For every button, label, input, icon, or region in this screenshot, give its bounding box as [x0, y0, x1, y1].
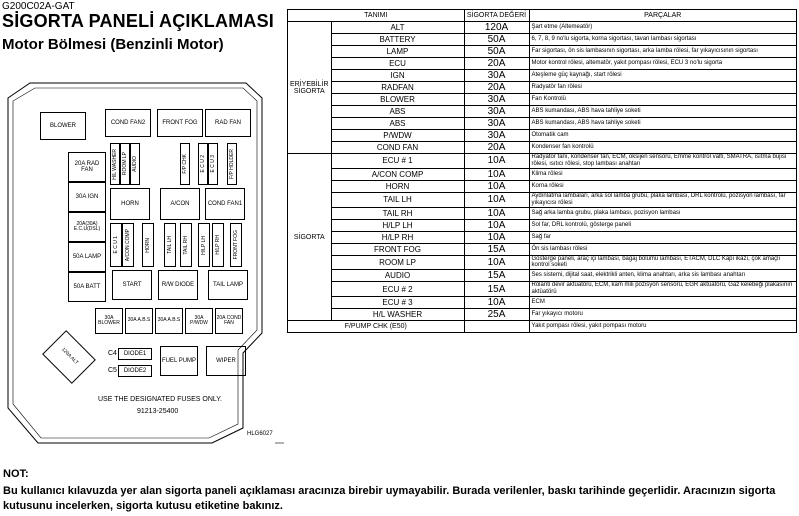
row-name: ALT [331, 22, 464, 34]
row-amp: 20A [464, 58, 529, 70]
table-row [288, 58, 797, 70]
row-name: H/LP LH [331, 219, 464, 231]
row-amp: 10A [464, 219, 529, 231]
fuse-50a-lamp: 50A LAMP [68, 242, 106, 272]
fuse-20a-cond-fan: 20A COND FAN [215, 308, 243, 334]
table-row [288, 46, 797, 58]
row-name: TAIL RH [331, 207, 464, 219]
row-name: ABS [331, 106, 464, 118]
row-name: COND FAN [331, 142, 464, 154]
table-row [288, 180, 797, 192]
mini-fuse-tail-rh: TAIL RH [180, 223, 192, 267]
part-number: 91213-25400 [137, 408, 179, 415]
relay-acon: A/CON [160, 188, 200, 220]
header-parts: PARÇALAR [529, 10, 796, 22]
row-amp: 10A [464, 168, 529, 180]
note-label: NOT: [3, 468, 29, 480]
row-name: LAMP [331, 46, 464, 58]
table-row [288, 231, 797, 243]
mini-fuse-front-fog: FRONT FOG [230, 223, 242, 267]
fuse-30a-ign: 30A IGN [68, 182, 106, 212]
row-desc: Far sigortası, ön sis lambasının sigortası, arka lamba rölesi, far yıkayıcısının sigortası [529, 46, 796, 58]
row-name: ECU [331, 58, 464, 70]
row-desc: ECM [529, 297, 796, 309]
relay-wiper: WIPER [206, 346, 246, 376]
table-row [288, 309, 797, 321]
relay-horn: HORN [110, 188, 150, 220]
mini-fuse-tail-lh: TAIL LH [164, 223, 176, 267]
row-name: ROOM LP [331, 255, 464, 270]
row-amp: 15A [464, 270, 529, 282]
row-amp: 15A [464, 243, 529, 255]
diagram-ref-code: HLG6027 [247, 431, 273, 437]
page-subtitle: Motor Bölmesi (Benzinli Motor) [2, 36, 224, 53]
row-amp [464, 321, 529, 333]
row-name: ABS [331, 118, 464, 130]
row-amp: 120A [464, 22, 529, 34]
row-desc: Yakıt pompası rölesi, yakıt pompası motoru [529, 321, 796, 333]
row-amp: 30A [464, 106, 529, 118]
fuse-30a-pwdw: 30A P/WDW [185, 308, 213, 334]
row-amp: 30A [464, 118, 529, 130]
table-row [288, 192, 797, 207]
row-amp: 25A [464, 309, 529, 321]
table-row [288, 207, 797, 219]
row-amp: 10A [464, 231, 529, 243]
row-name: HORN [331, 180, 464, 192]
row-desc: Ön sis lambası rölesi [529, 243, 796, 255]
fuse-30a-blower: 30A BLOWER [95, 308, 123, 334]
table-row [288, 270, 797, 282]
table-row [288, 168, 797, 180]
group-fusible-link: ERİYEBİLİR SİGORTA [288, 22, 332, 154]
c5-label: C5 [108, 367, 117, 374]
row-amp: 30A [464, 70, 529, 82]
row-desc: Kondenser fan kontrolü [529, 142, 796, 154]
row-name: BLOWER [331, 94, 464, 106]
row-name: RADFAN [331, 82, 464, 94]
row-desc: Far yıkayıcı motoru [529, 309, 796, 321]
row-name: H/L WASHER [331, 309, 464, 321]
mini-fuse-ecu3: E C U 3 [208, 143, 218, 185]
fusible-link-rows [288, 22, 797, 154]
group-fuse: SİGORTA [288, 154, 332, 321]
row-amp: 10A [464, 180, 529, 192]
row-desc: Sol far, DRL kontrolü, gösterge paneli [529, 219, 796, 231]
row-desc: Rölanti devir aktüatörü, ECM, kam mili pozisyon sensörü, EGR aktüatörü, Gaz kelebeği plakasının aktüatörü [529, 282, 796, 297]
row-name: P/WDW [331, 130, 464, 142]
table-header-row [288, 10, 797, 22]
row-amp: 30A [464, 94, 529, 106]
mini-fuse-ecu1: E C U 1 [110, 223, 122, 267]
mini-fuse-fp-holder: F/P HOLDER [227, 143, 237, 185]
row-name: H/LP RH [331, 231, 464, 243]
row-desc: Şart etme (Altemeatör) [529, 22, 796, 34]
row-amp: 20A [464, 142, 529, 154]
relay-rw-diode: R/W DIODE [158, 270, 198, 300]
row-desc: Ateşleme güç kaynağı, start rölesi [529, 70, 796, 82]
row-desc: ABS kumandası, ABS hava tahliye soketi [529, 118, 796, 130]
table-row [288, 297, 797, 309]
mini-fuse-hlp-rh: H/LP RH [212, 223, 224, 267]
row-desc: Korna rölesi [529, 180, 796, 192]
table-row [288, 22, 797, 34]
mini-fuse-room-lp: ROOM LP [120, 143, 130, 185]
table-row [288, 255, 797, 270]
note-text: Bu kullanıcı kılavuzda yer alan sigorta paneli açıklaması aracınıza birebir uymayabilir. Burada verilenler, baskı tarihinde geçerlidir. Aracınızın sigorta kutusunu incelerken, sigorta kutusu etiketine bakınız. [3, 485, 776, 512]
fuse-50a-batt: 50A BATT [68, 272, 106, 302]
row-desc: Otomatik cam [529, 130, 796, 142]
row-desc: Radyatör fan rölesi [529, 82, 796, 94]
table-row [288, 243, 797, 255]
row-name: BATTERY [331, 34, 464, 46]
row-name: FRONT FOG [331, 243, 464, 255]
row-desc: Sağ arka lamba grubu, plaka lambası, pozisyon lambası [529, 207, 796, 219]
diode2: DIODE2 [118, 365, 152, 377]
row-amp: 50A [464, 46, 529, 58]
fuse-box-diagram [0, 58, 287, 463]
table-row [288, 118, 797, 130]
row-amp: 30A [464, 130, 529, 142]
fuse-table [287, 9, 797, 333]
relay-front-fog: FRONT FOG [157, 109, 203, 137]
row-name: ECU # 2 [331, 282, 464, 297]
header-value: SİGORTA DEĞERİ [464, 10, 529, 22]
row-desc: Radyatör fanı, kondenser fan, ECM, oksijen sensörü, Emme kontrol valfi, SMATRA, ısıtma bujisi rölesi, ısıtıcı rölesi, stop lambası anahtarı [529, 154, 796, 169]
row-amp: 50A [464, 34, 529, 46]
fuse-rows [288, 154, 797, 321]
row-desc: Klima rölesi [529, 168, 796, 180]
mini-fuse-acon-comp: A/CON COMP [122, 223, 134, 267]
mini-fuse-audio: AUDIO [130, 143, 140, 185]
table-row [288, 34, 797, 46]
row-desc: Fan Kontrolü [529, 94, 796, 106]
document-code: G200C02A-GAT [2, 1, 75, 12]
table-row [288, 82, 797, 94]
row-name: IGN [331, 70, 464, 82]
relay-rad-fan: RAD FAN [205, 109, 251, 137]
table-row [288, 70, 797, 82]
row-amp: 10A [464, 297, 529, 309]
row-name: A/CON COMP [331, 168, 464, 180]
fuse-30a-abs-1: 30A A.B.S [125, 308, 153, 334]
mini-fuse-ecu2: E C U 2 [198, 143, 208, 185]
mini-fuse-hl-washer: H/L WASHER [110, 143, 120, 185]
table-row [288, 321, 797, 333]
mini-fuse-hlp-lh: H/LP LH [198, 223, 210, 267]
fuse-30a-abs-2: 30A A.B.S [155, 308, 183, 334]
relay-blower: BLOWER [40, 112, 86, 140]
fuse-120a-alt: 120A ALT [42, 330, 96, 384]
table-row [288, 106, 797, 118]
row-amp: 10A [464, 255, 529, 270]
relay-cond-fan2: COND FAN2 [105, 109, 151, 137]
row-name: ECU # 3 [331, 297, 464, 309]
designated-fuses-text: USE THE DESIGNATED FUSES ONLY. [98, 396, 222, 403]
row-desc: Motor kontrol rölesi, altematör, yakıt pompası rölesi, ECU 3 no'lu sigorta [529, 58, 796, 70]
relay-fuel-pump: FUEL PUMP [160, 346, 198, 376]
row-amp: 10A [464, 154, 529, 169]
row-amp: 20A [464, 82, 529, 94]
row-desc: ABS kumandası, ABS hava tahliye soketi [529, 106, 796, 118]
table-row [288, 142, 797, 154]
relay-tail-lamp: TAIL LAMP [208, 270, 248, 300]
row-name: ECU # 1 [331, 154, 464, 169]
table-row [288, 130, 797, 142]
row-name: F/PUMP CHK (E50) [288, 321, 465, 333]
row-name: AUDIO [331, 270, 464, 282]
page-title: SİGORTA PANELİ AÇIKLAMASI [2, 11, 274, 31]
relay-cond-fan1: COND FAN1 [205, 188, 245, 220]
diode1: DIODE1 [118, 348, 152, 360]
table-row [288, 282, 797, 297]
row-amp: 15A [464, 282, 529, 297]
mini-fuse-fp-chk: F/P CHK [180, 143, 190, 185]
row-desc: Aydınlatma lambaları, arka sol lamba grubu, plaka lambası, DRL kontrolü, pozisyon lambası, far yıkayıcısı rölesi [529, 192, 796, 207]
relay-start: START [112, 270, 152, 300]
mini-fuse-horn: HORN [142, 223, 154, 267]
row-desc: 6, 7, 8, 9 no'lu sigorta, korna sigortası, tavan lambası sigortası [529, 34, 796, 46]
row-name: TAIL LH [331, 192, 464, 207]
table-row [288, 94, 797, 106]
fuse-20a-rad-fan: 20A RAD FAN [68, 152, 106, 182]
row-desc: Sağ far [529, 231, 796, 243]
row-desc: Gösterge paneli, araç içi lambası, bagaj bölümü lambası, ETACM, DLC Kapı ikazı, çok amaçlı kontrol soketi [529, 255, 796, 270]
row-amp: 10A [464, 192, 529, 207]
row-amp: 10A [464, 207, 529, 219]
table-row [288, 154, 797, 169]
c4-label: C4 [108, 350, 117, 357]
table-row [288, 219, 797, 231]
header-name: TANIMI [288, 10, 465, 22]
fuse-20a-ecu: 20A(30A) E.C.U(DSL) [68, 212, 106, 242]
row-desc: Ses sistemi, dijital saat, elektrikli anten, klima anahtarı, arka sis lambası anahtarı [529, 270, 796, 282]
